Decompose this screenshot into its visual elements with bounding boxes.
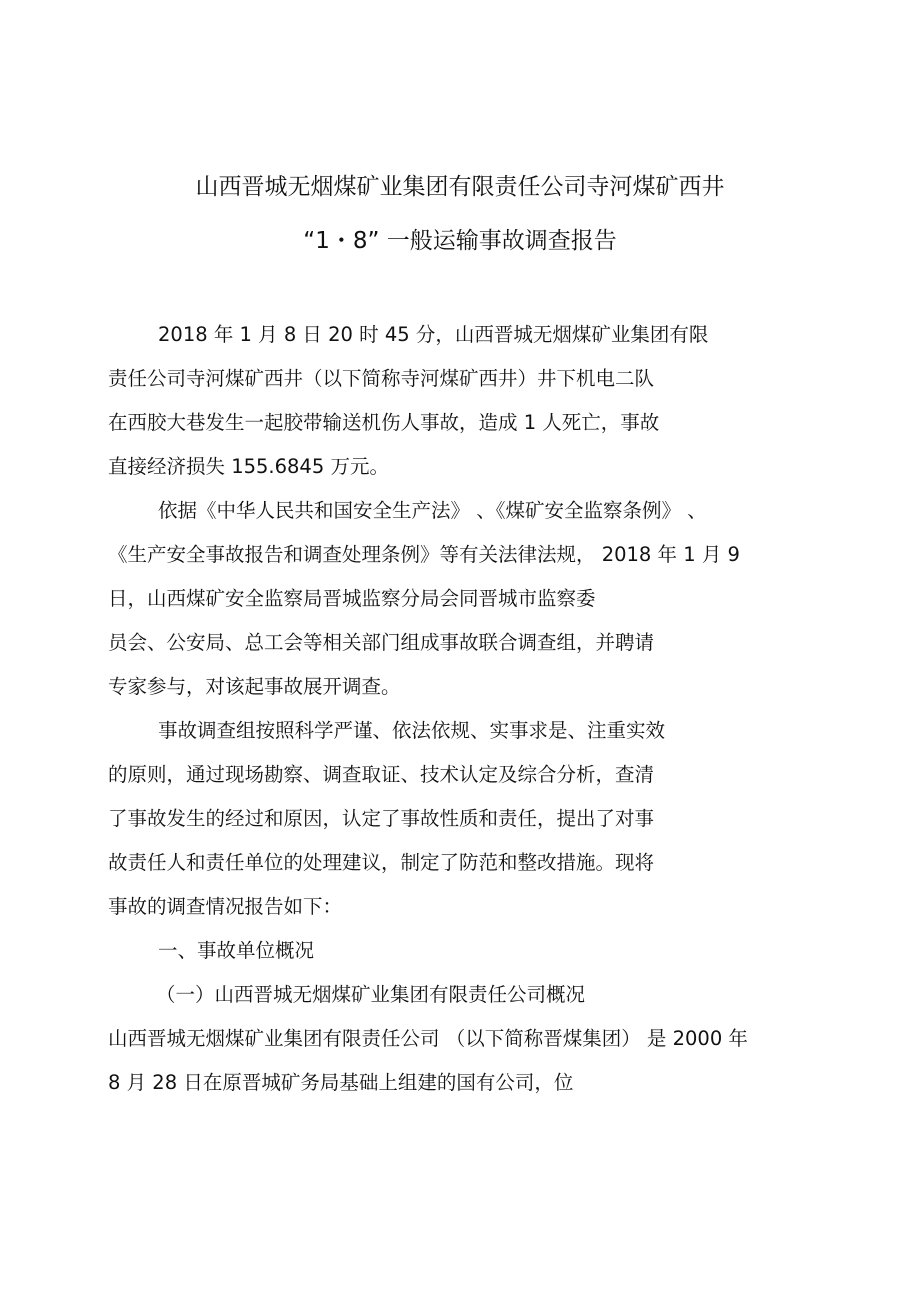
paragraph-line: 2018 年 1 月 8 日 20 时 45 分，山西晋城无烟煤矿业集团有限 (158, 323, 709, 346)
paragraph-line: 事故调查组按照科学严谨、依法依规、实事求是、注重实效 (158, 719, 666, 742)
report-title-line-1: 山西晋城无烟煤矿业集团有限责任公司寺河煤矿西井 (195, 174, 725, 200)
paragraph-line: 8 月 28 日在原晋城矿务局基础上组建的国有公司，位 (108, 1071, 574, 1094)
paragraph-line: 山西晋城无烟煤矿业集团有限责任公司 （以下简称晋煤集团） 是 2000 年 (108, 1027, 748, 1050)
paragraph-line: 事故的调查情况报告如下： (108, 895, 343, 918)
paragraph-line: 在西胶大巷发生一起胶带输送机伤人事故，造成 1 人死亡，事故 (108, 411, 660, 434)
paragraph-line: 依据《中华人民共和国安全生产法》 、《煤矿安全监察条例》 、 (158, 499, 707, 522)
paragraph-line: 《生产安全事故报告和调查处理条例》等有关法律法规， 2018 年 1 月 9 (108, 543, 740, 566)
paragraph-line: 故责任人和责任单位的处理建议，制定了防范和整改措施。现将 (108, 851, 655, 874)
paragraph-line: 日，山西煤矿安全监察局晋城监察分局会同晋城市监察委 (108, 587, 596, 610)
paragraph-line: 员会、公安局、总工会等相关部门组成事故联合调查组，并聘请 (108, 631, 655, 654)
paragraph-line: 专家参与，对该起事故展开调查。 (108, 675, 401, 698)
paragraph-line: 的原则，通过现场勘察、调查取证、技术认定及综合分析，查清 (108, 763, 655, 786)
paragraph-line: 了事故发生的经过和原因，认定了事故性质和责任，提出了对事 (108, 807, 655, 830)
paragraph-line: 责任公司寺河煤矿西井（以下简称寺河煤矿西井）井下机电二队 (108, 367, 655, 390)
report-title-line-2: “1・8” 一般运输事故调查报告 (303, 228, 617, 254)
subsection-heading: （一）山西晋城无烟煤矿业集团有限责任公司概况 (156, 983, 586, 1006)
paragraph-line: 直接经济损失 155.6845 万元。 (108, 455, 389, 478)
section-heading: 一、事故单位概况 (158, 939, 315, 962)
